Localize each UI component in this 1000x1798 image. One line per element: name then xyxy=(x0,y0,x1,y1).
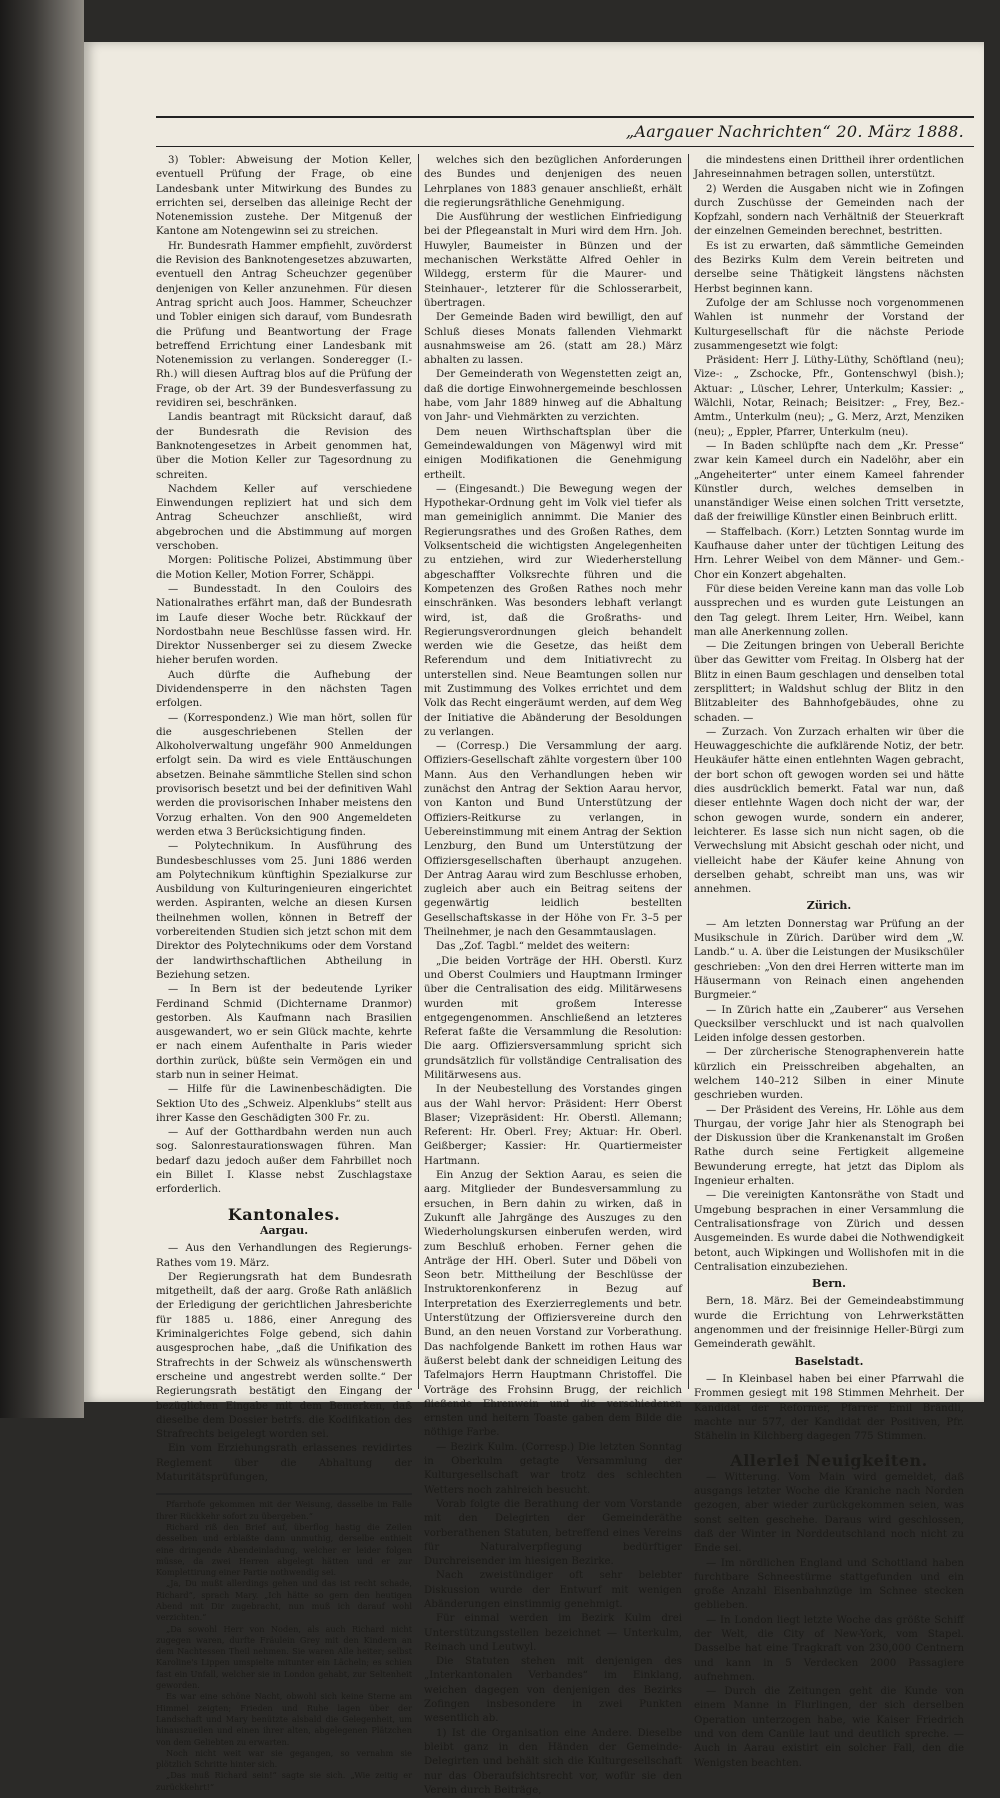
column-1 xyxy=(156,154,412,1792)
article-paragraph: Noch nicht weit war sie gegangen, so vernahm sie plötzlich Schritte hinter sich. xyxy=(156,1747,412,1770)
article-paragraph: — (Korrespondenz.) Wie man hört, sollen für die ausgeschriebenen Stellen der Alkoholverwaltung ungefähr 900 Anmeldungen erfolgt sein. Da wird es viele Enttäuschungen absetzen. Beinahe sämmtliche Stellen sind schon provisorisch besetzt und bei der definitiven Wahl werden die provisorischen Inhaber meistens den Vorzug erhalten. Von den 900 Angemeldeten werden etwa 3 Berücksichtigung finden. xyxy=(156,712,412,838)
article-paragraph: — Die Zeitungen bringen von Ueberall Berichte über das Gewitter vom Freitag. In Olsberg hat der Blitz in einen Baum geschlagen und denselben total zersplittert; in Waldshut schlug der Blitz in den Blitzableiter des Bahnhofgebäudes, ohne zu schaden. — xyxy=(694,641,964,724)
article-paragraph: die mindestens einen Drittheil ihrer ordentlichen Jahreseinnahmen betragen sollen, unterstützt. xyxy=(694,155,964,181)
article-paragraph: — Durch die Zeitungen geht die Kunde von einem Manne in Flurlingen, der sich derselben Operation unterzogen habe, wie Kaiser Friedrich und von dem Canüle laut und deutlich spreche. — Auch in Aarau existirt ein solcher Fall, den die Wenigsten beachten. xyxy=(694,1686,964,1769)
article-paragraph: — Die vereinigten Kantonsräthe von Stadt und Umgebung besprachen in einer Versammlung die Centralisationsfrage von Zürich und dessen Ausgemeinden. Es wurde dabei die Nothwendigkeit betont, auch Wipkingen und Wollishofen mit in die Centralisation einzubeziehen. xyxy=(694,1190,964,1273)
article-paragraph: — Hilfe für die Lawinenbeschädigten. Die Sektion Uto des „Schweiz. Alpenklubs“ stellt aus ihrer Kasse den Geschädigten 300 Fr. zu. xyxy=(156,1084,412,1124)
article-paragraph: Ein vom Erziehungsrath erlassenes revidirtes Reglement über die Abhaltung der Maturitätsprüfungen, xyxy=(156,1443,412,1484)
section-heading-kantonales: Kantonales. xyxy=(227,1204,341,1224)
article-paragraph: 2) Werden die Ausgaben nicht wie in Zofingen durch Zuschüsse der Gemeinden nach der Kopfzahl, sondern nach Verhältniß der Steuerkraft der einzelnen Gemeinden berechnet, bestritten. xyxy=(694,183,964,238)
article-paragraph: — Auf der Gotthardbahn werden nun auch sog. Salonrestaurationswagen führen. Man bedarf dazu jedoch außer dem Fahrbillet noch ein Billet I. Klasse nebst Zuschlagstaxe erforderlich. xyxy=(156,1127,412,1196)
article-paragraph: — Am letzten Donnerstag war Prüfung an der Musikschule in Zürich. Darüber wird dem „W. Landb.“ u. A. über die Leistungen der Musikschüler geschrieben: „Von den drei Herren witterte man im Häusermann von Reinach einen angehenden Burgmeier.“ xyxy=(694,918,964,1002)
article-paragraph: Es ist zu erwarten, daß sämmtliche Gemeinden des Bezirks Kulm dem Verein beitreten und derselbe seine Thätigkeit längstens nächsten Herbst beginnen kann. xyxy=(694,240,964,295)
article-paragraph: — In London liegt letzte Woche das größte Schiff der Welt, die City of New-York, vom Stapel. Dasselbe hat eine Tragkraft von 230,000 Centnern und kann in 5 Verdecken 2000 Passagiere aufnehmen. xyxy=(694,1614,964,1683)
article-paragraph: Präsident: Herr J. Lüthy-Lüthy, Schöftland (neu); Vize-: „ Zschocke, Pfr., Gontenschwyl (bish.); Aktuar: „ Lüscher, Lehrer, Unterkulm; Kassier: „ Wälchli, Notar, Reinach; Beisitzer: „ Frey, Bez.-Amtm., Unterkulm (neu); „ G. Merz, Arzt, Menziken (neu); „ Eppler, Pfarrer, Unterkulm (neu). xyxy=(694,355,964,438)
article-paragraph: Hr. Bundesrath Hammer empfiehlt, zuvörderst die Revision des Banknotengesetzes abzuwarten, eventuell den Antrag Scheuchzer gegenüber denjenigen von Keller anzunehmen. Für diesen Antrag spricht auch Joos. Hammer, Scheuchzer und Tobler einigen sich darauf, vom Bundesrath die Prüfung und Beantwortung der Frage betreffend Errichtung einer Landesbank mit Notenemission zu verlangen. Sonderegger (I.-Rh.) will diesen Auftrag blos auf die Prüfung der Frage, ob der Art. 39 der Bundesverfassung zu revidiren sei, beschränken. xyxy=(156,240,412,410)
article-paragraph: Richard riß den Brief auf, überflog hastig die Zeilen desselben und erblaßte dann unmuthig, derselbe enthielt eine dringende Abendeinladung, welcher er leider folgen müsse, da zwei Herren abgelegt hätten und er zur Komplettirung einer Partie nothwendig sei. xyxy=(156,1521,412,1578)
article-paragraph: 3) Tobler: Abweisung der Motion Keller, eventuell Prüfung der Frage, ob eine Landesbank unter Mitwirkung des Bundes zu errichten sei, derselben das alleinige Recht der Notenemission zustehe. Der Mitgenuß der Kantone am Notengewinn sei zu streichen. xyxy=(156,155,412,238)
article-paragraph: Der Regierungsrath hat dem Bundesrath mitgetheilt, daß der aarg. Große Rath anläßlich der Erledigung der gerichtlichen Jahresberichte für 1885 u. 1886, einer Anregung des Kriminalgerichtes Folge gebend, sich dahin ausgesprochen habe, „daß die Unifikation des Strafrechts in der Schweiz als wünschenswerth erscheine und angestrebt werden sollte.“ Der Regierungsrath bestätigt den Eingang der bezüglichen Eingabe mit dem Bemerken, daß dieselbe dem Dossier betrfs. die Kodifikation des Strafrechts beigelegt worden sei. xyxy=(156,1271,412,1441)
article-paragraph: — Bundesstadt. In den Couloirs des Nationalrathes erfährt man, daß der Bundesrath im Laufe dieser Woche betr. Rückkauf der Nordostbahn neue Beschlüsse fassen wird. Hr. Direktor Nussenberger sei zu diesem Zwecke hieher berufen worden. xyxy=(156,583,412,667)
column-3 xyxy=(694,154,964,1769)
article-paragraph: „Ja, Du mußt allerdings gehen und das ist recht schade, Richard“, sprach Mary. „Ich hätte so gern den heutigen Abend mit Dir zugebracht, nun muß ich darauf wohl verzichten.“ xyxy=(156,1578,412,1623)
section-heading-allerlei: Allerlei Neuigkeiten. xyxy=(730,1451,928,1471)
article-paragraph: — In Kleinbasel haben bei einer Pfarrwahl die Frommen gesiegt mit 198 Stimmen Mehrheit. Der Kandidat der Reformer, Pfarrer Emil Brändli, machte nur 577, der Kandidat der Positiven, Pfr. Stähelin in Kilchberg dagegen 775 Stimmen. xyxy=(694,1373,964,1443)
article-paragraph: Der Gemeinderath von Wegenstetten zeigt an, daß die dortige Einwohnergemeinde beschlossen habe, vom Jahr 1889 hinweg auf die Abhaltung von Jahr- und Viehmärkten zu verzichten. xyxy=(424,369,682,424)
newspaper-page xyxy=(84,42,984,1796)
article-paragraph: Bern, 18. März. Bei der Gemeindeabstimmung wurde die Errichtung von Lehrwerkstätten angenommen und der freisinnige Heller-Bürgi zum Gemeinderath gewählt. xyxy=(694,1296,964,1351)
subheading-bern: Bern. xyxy=(812,1277,846,1291)
article-paragraph: — (Corresp.) Die Versammlung der aarg. Offiziers-Gesellschaft zählte vorgestern über 100 Mann. Aus den Verhandlungen heben wir zunächst den Antrag der Sektion Aarau hervor, von Kanton und Bund Unterstützung der Offiziers-Reitkurse zu verlangen, in Uebereinstimmung mit einem Antrag der Sektion Lenzburg, den Bund um Unterstützung der Offiziersgesellschaften überhaupt anzugehen. Der Antrag Aarau wird zum Beschlusse erhoben, zugleich aber auch ein Beitrag seitens der gegenwärtig leidlich bestellten Gesellschaftskasse in der Höhe von Fr. 3–5 per Theilnehmer, je nach den Gesammtauslagen. xyxy=(424,741,682,939)
article-paragraph: Für einmal werden im Bezirk Kulm drei Unterstützungsstellen bezeichnet — Unterkulm, Reinach und Leutwyl. xyxy=(424,1613,682,1653)
article-paragraph: Dem neuen Wirthschaftsplan über die Gemeindewaldungen von Mägenwyl wird mit einigen Modifikationen die Genehmigung ertheilt. xyxy=(424,426,682,481)
column-divider xyxy=(688,154,689,1389)
header-rule-lower xyxy=(156,146,974,147)
article-paragraph: — (Eingesandt.) Die Bewegung wegen der Hypothekar-Ordnung geht im Volk viel tiefer als man gemeiniglich annimmt. Die Manier des Regierungsrathes und des Großen Rathes, dem Volksentscheid die wichtigsten Angelegenheiten zu entziehen, wird zur Wiederherstellung abgeschaffter Volksrechte führen und die Kompetenzen des Großen Rathes noch mehr einschränken. Was besonders lebhaft verlangt wird, ist, daß die Großraths- und Regierungsverordnungen gleich behandelt werden wie die Gesetze, das heißt dem Referendum und dem Initiativrecht zu unterstellen sind. Neue Beamtungen sollen nur mit Zustimmung des Volkes errichtet und dem Volk das Recht eingeräumt werden, auf dem Weg der Initiative die Abänderung der Besoldungen zu verlangen. xyxy=(424,483,682,738)
article-paragraph: — Aus den Verhandlungen des Regierungs-Rathes vom 19. März. xyxy=(156,1243,412,1269)
article-paragraph: Landis beantragt mit Rücksicht darauf, daß der Bundesrath die Revision des Banknotengesetzes in Arbeit genommen hat, über die Motion Keller zur Tagesordnung zu schreiten. xyxy=(156,412,412,481)
article-paragraph: Das „Zof. Tagbl.“ meldet des weitern: xyxy=(436,941,630,953)
article-paragraph: Nachdem Keller auf verschiedene Einwendungen repliziert hat und sich dem Antrag Scheuchzer anschließt, wird abgebrochen und die Abstimmung auf morgen verschoben. xyxy=(156,483,412,553)
article-paragraph: In der Neubestellung des Vorstandes gingen aus der Wahl hervor: Präsident: Herr Oberst Blaser; Vizepräsident: Hr. Oberstl. Allemann; Referent: Hr. Oberl. Frey; Aktuar: Hr. Oberl. Geißberger; Kassier: Hr. Quartiermeister Hartmann. xyxy=(424,1084,682,1167)
article-paragraph: — Polytechnikum. In Ausführung des Bundesbeschlusses vom 25. Juni 1886 werden am Polytechnikum künftighin Spezialkurse zur Ausbildung von Kulturingenieuren eingerichtet werden. Aspiranten, welche an diesen Kursen theilnehmen wollen, können in Betreff der vorbereitenden Studien sich jetzt schon mit dem Direktor des Polytechnikums oder dem Vorstand der landwirthschaftlichen Abtheilung in Beziehung setzen. xyxy=(156,841,412,981)
article-paragraph: Die Statuten stehen mit denjenigen des „Interkantonalen Verbandes“ im Einklang, weichen dagegen von denjenigen des Bezirks Zofingen insbesondere in zwei Punkten wesentlich ab. xyxy=(424,1656,682,1725)
article-paragraph: Der Gemeinde Baden wird bewilligt, den auf Schluß dieses Monats fallenden Viehmarkt ausnahmsweise am 26. (statt am 28.) März abhalten zu lassen. xyxy=(424,312,682,367)
article-paragraph: Für diese beiden Vereine kann man das volle Lob aussprechen und es wurden gute Leistungen an den Tag gelegt. Ihrem Leiter, Hrn. Weibel, kann man alle Anerkennung zollen. xyxy=(694,583,964,638)
subheading-baselstadt: Baselstadt. xyxy=(794,1354,864,1368)
article-paragraph: „Das muß Richard sein!“ sagte sie sich. „Wie zeitig er zurückkehrt!“ xyxy=(156,1770,412,1792)
article-paragraph: Auch dürfte die Aufhebung der Dividendensperre in den nächsten Tagen erfolgen. xyxy=(156,669,412,710)
article-paragraph: — In Bern ist der bedeutende Lyriker Ferdinand Schmid (Dichtername Dranmor) gestorben. Als Kaufmann nach Brasilien ausgewandert, wo er sein Glück machte, kehrte er nach einem Aufenthalte in Paris wieder dorthin zurück, büßte sein Vermögen ein und starb nun in seiner Heimat. xyxy=(156,984,412,1081)
article-paragraph: Ein Anzug der Sektion Aarau, es seien die aarg. Mitglieder der Bundesversammlung zu ersuchen, in Bern dahin zu wirken, daß in Zukunft alle Jahrgänge des Auszuges zu den Wiederholungskursen einberufen werden, wird zum Beschluß erhoben. Ferner gehen die Anträge der HH. Oberl. Suter und Döbeli von Seon betr. Mittheilung der Beschlüsse der Instruktorenkonferenz in Bezug auf Interpretation des Exerzierreglements und betr. Unterstützung der Offiziersvereine durch den Bund, an den neuen Vorstand zur Vorberathung. Das nachfolgende Bankett im rothen Haus war äußerst belebt dank der schneidigen Leitung des Tafelmajors Herrn Hauptmann Christoffel. Die Vorträge des Frohsinn Brugg, der reichlich fließende Ehrenwein und die verschiedenen ernsten und heitern Toaste gaben dem Bilde die nöthige Farbe. xyxy=(424,1170,682,1439)
article-paragraph: welches sich den bezüglichen Anforderungen des Bundes und denjenigen des neuen Lehrplanes von 1883 genauer anschließt, erhält die regierungsräthliche Genehmigung. xyxy=(424,155,682,209)
article-paragraph: Es war eine schöne Nacht, obwohl sich keine Sterne am Himmel zeigten; Frieden und Ruhe lagen über der Landschaft und Mary benützte alsbald die Gelegenheit, um hinauszueilen und einen ihrer alten, abgelegenen Plätzchen von dem Geliebten zu erwarten. xyxy=(156,1691,412,1747)
article-paragraph: „Da sowohl Herr von Noden, als auch Richard nicht zugegen waren, durfte Fräulein Grey mit den Kindern an dem Nachtessen Theil nehmen. Sie waren Alle heiter; selbst Karoline's Lippen umspielte mitunter ein Lächeln; es schien fast ein Unfall, welcher sie in London gehabt, zur Seltenheit geworden. xyxy=(156,1623,412,1691)
feuilleton xyxy=(156,1493,412,1793)
article-paragraph: Die Ausführung der westlichen Einfriedigung bei der Pflegeanstalt in Muri wird dem Hrn. Joh. Huwyler, Baumeister in Bünzen und der mechanischen Werkstätte Alfred Oehler in Wildegg, ersterm für die Maurer- und Steinhauer-, letzterer für die Schlosserarbeit, übertragen. xyxy=(424,212,682,309)
masthead: „Aargauer Nachrichten“ 20. März 1888. xyxy=(625,122,964,141)
article-paragraph: Nach zweistündiger oft sehr belebter Diskussion wurde der Entwurf mit wenigen Abänderungen einstimmig genehmigt. xyxy=(424,1570,682,1610)
header-rule xyxy=(156,116,974,118)
article-paragraph: — Bezirk Kulm. (Corresp.) Die letzten Sonntag in Oberkulm getagte Versammlung der Kulturgesellschaft war trotz des schlechten Wetters noch zahlreich besucht. xyxy=(424,1441,682,1496)
subheading-aargau: Aargau. xyxy=(259,1223,309,1237)
article-paragraph: — Der Präsident des Vereins, Hr. Löhle aus dem Thurgau, der vorige Jahr hier als Stenograph bei der Diskussion über die Krankenanstalt im Großen Rathe durch seine Fertigkeit allgemeine Bewunderung erregte, hat jetzt das Diplom als Ingenieur erhalten. xyxy=(694,1104,964,1188)
article-paragraph: Pfarrhofe gekommen mit der Weisung, dasselbe im Falle Ihrer Rückkehr sofort zu übergeben.“ xyxy=(156,1499,412,1521)
article-paragraph: — Zurzach. Von Zurzach erhalten wir über die Heuwaggeschichte die aufklärende Notiz, der betr. Heukäufer hätte einen entlehnten Wagen gebracht, der bort schon oft gewogen worden sei und hätte dies ausdrücklich bemerkt. Fatal war nun, daß dieser entlehnte Wagen doch nicht der war, der schon gewogen wurde, sondern ein anderer, leichterer. Es lasse sich nun nicht sagen, ob die Verwechslung mit Absicht geschah oder nicht, und vielleicht habe der Käufer keine Ahnung von derselben gehabt, schreibt man uns, was wir annehmen. xyxy=(694,726,964,896)
subheading-zurich: Zürich. xyxy=(806,899,852,913)
column-2 xyxy=(424,154,682,1796)
article-paragraph: — Staffelbach. (Korr.) Letzten Sonntag wurde im Kaufhause daher unter der tüchtigen Leitung des Hrn. Lehrer Weibel von dem Männer- und Gem.-Chor ein Konzert abgehalten. xyxy=(694,526,964,581)
article-paragraph: — In Baden schlüpfte nach dem „Kr. Presse“ zwar kein Kameel durch ein Nadelöhr, aber ein „Angeheiterter“ unter einem Kameel fahrender Künstler durch, welches demselben in unanständiger Weise einen solchen Tritt versetzte, daß der freiwillige Künstler einen Beinbruch erlitt. xyxy=(694,440,964,524)
article-paragraph: — Der zürcherische Stenographenverein hatte kürzlich ein Preisschreiben abgehalten, an welchem 140–212 Silben in einer Minute geschrieben wurden. xyxy=(694,1047,964,1102)
article-paragraph: — In Zürich hatte ein „Zauberer“ aus Versehen Quecksilber verschluckt und ist nach qualvollen Leiden infolge dessen gestorben. xyxy=(694,1004,964,1045)
article-paragraph: „Die beiden Vorträge der HH. Oberstl. Kurz und Oberst Coulmiers und Hauptmann Irminger über die Centralisation des eidg. Militärwesens wurden mit großem Interesse entgegengenommen. Anschließend an letzteres Referat faßte die Versammlung die Resolution: Die aarg. Offiziersversammlung spricht sich grundsätzlich für vollständige Centralisation des Militärwesens aus. xyxy=(424,955,682,1081)
article-paragraph: 1) Ist die Organisation eine Andere. Dieselbe bleibt ganz in den Händen der Gemeinde-Delegirten und behält sich die Kulturgesellschaft nur das Oberaufsichtsrecht vor, wofür sie den Verein durch Beiträge, xyxy=(424,1727,682,1796)
book-binding-edge xyxy=(0,0,84,1418)
article-paragraph: — Im nördlichen England und Schottland haben furchtbare Schneestürme stattgefunden und ein große Anzahl Eisenbahnzüge im Schnee stecken geblieben. xyxy=(694,1557,964,1612)
article-paragraph: Morgen: Politische Polizei, Abstimmung über die Motion Keller, Motion Forrer, Schäppi. xyxy=(156,555,412,581)
article-paragraph: — Witterung. Vom Main wird gemeldet, daß ausgangs letzter Woche die Kraniche nach Norden gezogen, aber wieder zurückgekommen seien, was sonst selten geschehe. Daraus wird geschlossen, daß der Winter in Norddeutschland noch nicht zu Ende sei. xyxy=(694,1471,964,1555)
column-divider xyxy=(418,154,419,1389)
article-paragraph: Vorab folgte die Berathung der vom Vorstande mit den Delegirten der Gemeinderäthe vorberathenen Statuten, betreffend eines Vereins für Naturalverpflegung bedürftiger Durchreisender im hiesigen Bezirke. xyxy=(424,1498,682,1568)
article-paragraph: Zufolge der am Schlusse noch vorgenommenen Wahlen ist nunmehr der Vorstand der Kulturgesellschaft für die nächste Periode zusammengesetzt wie folgt: xyxy=(694,297,964,352)
